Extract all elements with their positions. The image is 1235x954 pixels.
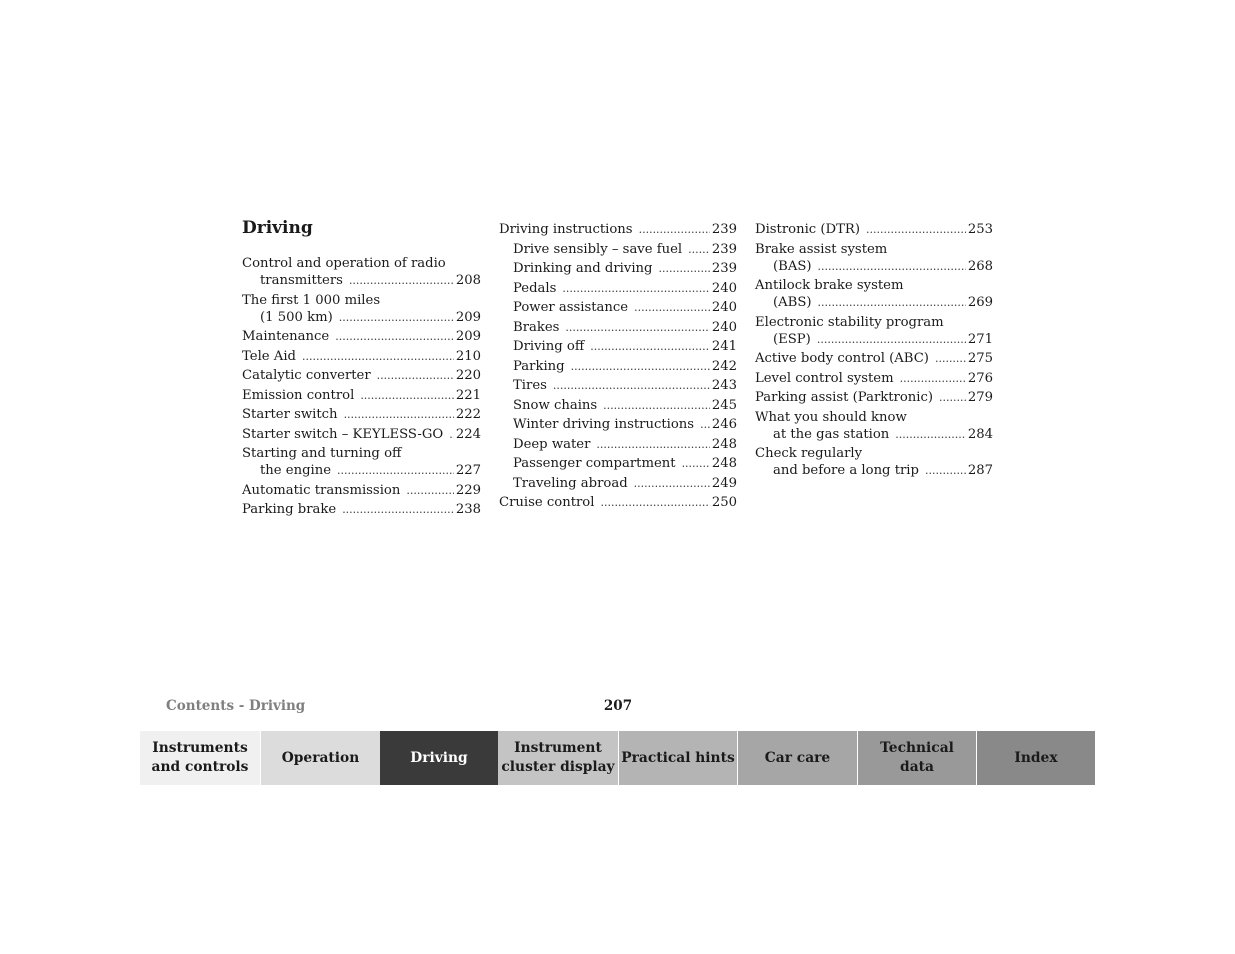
toc-entry-title: Starter switch – KEYLESS-GO xyxy=(242,426,444,442)
toc-entry-title: Catalytic converter xyxy=(242,368,371,383)
toc-entry-title: Maintenance xyxy=(242,329,330,344)
toc-entry[interactable] xyxy=(242,348,481,365)
toc-entry-title: Level control system xyxy=(755,370,894,386)
toc-entry-title: Starter switch xyxy=(242,407,338,422)
tab-instrument-cluster-display[interactable] xyxy=(498,731,618,785)
toc-entry-title: Parking brake xyxy=(242,502,337,517)
toc-entry[interactable] xyxy=(242,501,481,518)
toc-entry-title: Tires xyxy=(513,378,547,393)
toc-page-number: 239 xyxy=(711,241,737,257)
toc-entry-title: Parking xyxy=(513,358,565,374)
toc-entry-title: Parking assist (Parktronic) xyxy=(755,390,934,405)
toc-entry-title: Brakes xyxy=(513,319,560,335)
tab-label: and controls xyxy=(151,759,249,775)
leader-dots xyxy=(349,272,454,289)
toc-entry-title: at the gas station xyxy=(773,426,890,442)
toc-page-number: 208 xyxy=(455,273,481,288)
toc-page-number: 239 xyxy=(711,261,737,276)
toc-page-number: 222 xyxy=(455,407,481,422)
tab-label: Instrument xyxy=(514,740,602,756)
section-heading: Driving xyxy=(242,218,313,238)
toc-entry[interactable] xyxy=(499,475,737,492)
toc-entry-title: Traveling abroad xyxy=(513,475,628,491)
toc-page-number: 279 xyxy=(967,390,993,405)
tab-instruments-and-controls[interactable] xyxy=(140,731,260,785)
toc-entry-title: Check regularly xyxy=(755,446,863,461)
tab-label: data xyxy=(900,759,934,775)
leader-dots xyxy=(818,294,966,311)
toc-entry-title: Passenger compartment xyxy=(513,456,676,471)
toc-entry-title: Tele Aid xyxy=(242,348,296,364)
toc-entry-title: The first 1 000 miles xyxy=(242,292,381,308)
toc-entry[interactable] xyxy=(242,426,481,443)
toc-page-number: 243 xyxy=(711,378,737,393)
tab-technical-data[interactable] xyxy=(857,731,976,785)
toc-entry-title: Electronic stability program xyxy=(755,314,944,330)
toc-page-number: 209 xyxy=(455,309,481,325)
leader-dots xyxy=(895,426,966,443)
leader-dots xyxy=(818,258,966,275)
toc-entry-title: Antilock brake system xyxy=(755,278,904,293)
chapter-tab-bar xyxy=(140,731,1095,785)
leader-dots xyxy=(634,299,710,316)
toc-entry[interactable] xyxy=(499,338,737,355)
toc-page-number: 284 xyxy=(967,426,993,442)
toc-page-number: 241 xyxy=(711,339,737,354)
toc-entry-title: (ESP) xyxy=(773,331,811,347)
tab-driving[interactable] xyxy=(380,731,498,785)
toc-page-number: 287 xyxy=(967,463,993,478)
toc-entry[interactable] xyxy=(499,319,737,336)
leader-dots xyxy=(688,241,710,258)
toc-entry[interactable] xyxy=(755,370,993,387)
tab-practical-hints[interactable] xyxy=(618,731,737,785)
toc-entry[interactable] xyxy=(242,445,481,479)
tab-car-care[interactable] xyxy=(737,731,857,785)
toc-entry[interactable] xyxy=(755,241,993,275)
leader-dots xyxy=(603,397,710,414)
toc-entry-title: Brake assist system xyxy=(755,241,888,257)
toc-page-number: 238 xyxy=(455,502,481,517)
toc-entry[interactable] xyxy=(242,406,481,423)
leader-dots xyxy=(596,436,709,453)
leader-dots xyxy=(900,370,966,387)
toc-entry[interactable] xyxy=(755,389,993,406)
footer-page-number: 207 xyxy=(603,698,633,714)
toc-entry-title: Active body control (ABC) xyxy=(755,351,929,366)
toc-entry-title: Cruise control xyxy=(499,495,595,510)
footer-section-label: Contents - Driving xyxy=(166,698,306,714)
toc-page-number: 220 xyxy=(455,368,481,383)
tab-label: Operation xyxy=(281,749,360,766)
toc-entry[interactable] xyxy=(499,241,737,258)
toc-page-number: 229 xyxy=(455,482,481,498)
tab-label: Instruments xyxy=(152,740,248,756)
toc-entry-title: Starting and turning off xyxy=(242,446,402,461)
toc-entry[interactable] xyxy=(499,436,737,453)
toc-entry[interactable] xyxy=(499,358,737,375)
toc-page-number: 269 xyxy=(967,295,993,310)
toc-page-number: 239 xyxy=(711,222,737,237)
leader-dots xyxy=(553,377,710,394)
leader-dots xyxy=(360,387,454,404)
tab-label: Car care xyxy=(764,749,831,766)
leader-dots xyxy=(571,358,710,375)
toc-entry-title: Winter driving instructions xyxy=(513,417,695,432)
toc-entry-title: (1 500 km) xyxy=(260,309,333,325)
toc-entry[interactable] xyxy=(242,387,481,404)
toc-page-number: 210 xyxy=(455,348,481,364)
toc-page-number: 221 xyxy=(455,387,481,403)
toc-entry[interactable] xyxy=(755,409,993,443)
leader-dots xyxy=(935,350,966,367)
leader-dots xyxy=(925,462,966,479)
toc-entry-title: transmitters xyxy=(260,273,343,288)
tab-label: Driving xyxy=(410,749,468,766)
leader-dots xyxy=(337,462,454,479)
toc-page-number: 249 xyxy=(711,475,737,491)
leader-dots xyxy=(600,494,709,511)
leader-dots xyxy=(700,416,710,433)
tab-operation[interactable] xyxy=(260,731,380,785)
toc-entry[interactable] xyxy=(499,299,737,316)
toc-entry-title: Driving off xyxy=(513,339,585,354)
leader-dots xyxy=(406,482,453,499)
toc-entry[interactable] xyxy=(242,328,481,345)
toc-entry-title: Snow chains xyxy=(513,397,598,413)
leader-dots xyxy=(302,348,454,365)
toc-page-number: 246 xyxy=(711,417,737,432)
leader-dots xyxy=(817,331,966,348)
toc-entry-title: Distronic (DTR) xyxy=(755,222,860,237)
toc-entry[interactable] xyxy=(499,377,737,394)
toc-page-number: 224 xyxy=(455,426,481,442)
leader-dots xyxy=(866,221,966,238)
toc-page-number: 248 xyxy=(711,456,737,471)
tab-label: cluster display xyxy=(501,759,615,775)
toc-page-number: 227 xyxy=(455,463,481,478)
toc-entry[interactable] xyxy=(242,367,481,384)
toc-entry[interactable] xyxy=(755,221,993,238)
toc-entry-title: Drive sensibly – save fuel xyxy=(513,241,683,257)
leader-dots xyxy=(590,338,710,355)
toc-entry-title: Deep water xyxy=(513,436,591,452)
toc-page-number: 250 xyxy=(711,495,737,510)
toc-entry[interactable] xyxy=(755,350,993,367)
leader-dots xyxy=(939,389,966,406)
leader-dots xyxy=(565,319,709,336)
toc-entry-title: Pedals xyxy=(513,280,557,296)
leader-dots xyxy=(335,328,454,345)
toc-page-number: 242 xyxy=(711,358,737,374)
toc-page-number: 240 xyxy=(711,319,737,335)
toc-entry[interactable] xyxy=(499,455,737,472)
leader-dots xyxy=(682,455,710,472)
toc-entry[interactable] xyxy=(499,221,737,238)
leader-dots xyxy=(634,475,710,492)
toc-page-number: 248 xyxy=(711,436,737,452)
toc-entry-title: Emission control xyxy=(242,387,355,403)
toc-page-number: 271 xyxy=(967,331,993,347)
toc-entry[interactable] xyxy=(499,260,737,277)
leader-dots xyxy=(562,280,709,297)
toc-entry-title: the engine xyxy=(260,463,332,478)
tab-index[interactable] xyxy=(976,731,1095,785)
toc-page-number: 240 xyxy=(711,300,737,315)
toc-entry-title: Automatic transmission xyxy=(242,482,401,498)
toc-entry[interactable] xyxy=(499,416,737,433)
toc-page-number: 275 xyxy=(967,351,993,366)
toc-entry-title: What you should know xyxy=(755,409,907,425)
toc-entry[interactable] xyxy=(242,482,481,499)
toc-page-number: 268 xyxy=(967,258,993,274)
toc-entry-title: Drinking and driving xyxy=(513,261,653,276)
toc-entry-title: (ABS) xyxy=(773,295,812,310)
toc-page-number: 276 xyxy=(967,370,993,386)
leader-dots xyxy=(339,309,454,326)
leader-dots xyxy=(658,260,709,277)
leader-dots xyxy=(377,367,454,384)
tab-label: Index xyxy=(1014,749,1058,766)
toc-page-number: 209 xyxy=(455,329,481,344)
toc-entry[interactable] xyxy=(242,255,481,289)
toc-entry[interactable] xyxy=(499,280,737,297)
leader-dots xyxy=(344,406,454,423)
toc-entry-title: Control and operation of radio xyxy=(242,256,446,271)
toc-entry[interactable] xyxy=(242,292,481,326)
toc-entry-title: (BAS) xyxy=(773,258,812,274)
toc-entry-title: Power assistance xyxy=(513,300,629,315)
toc-entry[interactable] xyxy=(755,314,993,348)
toc-entry[interactable] xyxy=(755,277,993,311)
toc-entry-title: and before a long trip xyxy=(773,463,919,478)
leader-dots xyxy=(639,221,710,238)
toc-entry[interactable] xyxy=(755,445,993,479)
toc-entry[interactable] xyxy=(499,494,737,511)
leader-dots xyxy=(449,426,454,443)
toc-page-number: 245 xyxy=(711,397,737,413)
toc-entry-title: Driving instructions xyxy=(499,222,633,237)
toc-page-number: 253 xyxy=(967,222,993,237)
leader-dots xyxy=(342,501,454,518)
tab-label: Technical xyxy=(880,740,954,756)
tab-label: Practical hints xyxy=(621,749,735,766)
toc-entry[interactable] xyxy=(499,397,737,414)
toc-page-number: 240 xyxy=(711,280,737,296)
